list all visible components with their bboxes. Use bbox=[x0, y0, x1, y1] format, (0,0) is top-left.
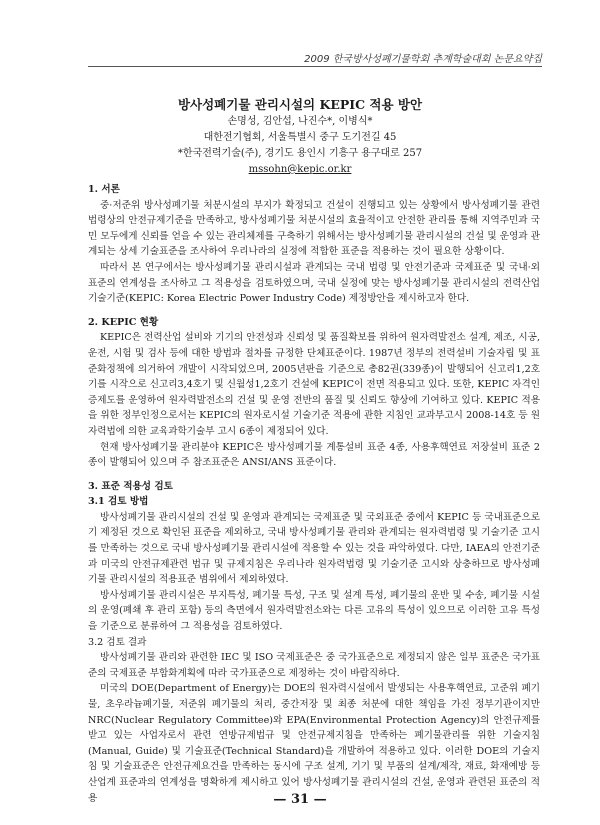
affiliation-1: 대한전기협회, 서울특별시 중구 도기전길 45 bbox=[203, 132, 397, 143]
affiliation-2: *한국전력기술(주), 경기도 용인시 기흥구 용구대로 257 bbox=[177, 148, 423, 159]
email-link[interactable]: mssohn@kepic.or.kr bbox=[248, 164, 352, 175]
paragraph: 중·저준위 방사성폐기물 처분시설의 부지가 확정되고 건설이 진행되고 있는 상황에서 방사성폐기물 관련 법령상의 안전규제기준을 만족하고, 방사성폐기물 처분시설의 효율적이고 안전한 관리를 통해 지역주민과 국민 모두에게 신뢰를 얻을 수 있는 관리체제를 구축하기 위해서는 방사성폐기물 관리시설의 건설 및 운영과 관계되는 상세 기술표준을 조사하여 우리나라의 실정에 적합한 표준을 적용하는 것이 필요한 상황이다. bbox=[88, 199, 540, 258]
paragraph: 현재 방사성폐기물 관리분야 KEPIC은 방사성폐기물 계통설비 표준 4종, 사용후핵연료 저장설비 표준 2종이 발행되어 있으며 주 참조표준은 ANSI/ANS 표준이다. bbox=[88, 441, 540, 469]
page-number: — 31 — bbox=[273, 792, 327, 807]
section-heading: 1. 서론 bbox=[88, 184, 120, 195]
section-heading: 2. KEPIC 현황 bbox=[88, 316, 159, 328]
paragraph: 따라서 본 연구에서는 방사성폐기물 관리시설과 관계되는 국내 법령 및 안전기준과 국제표준 및 국내·외 표준의 연계성을 조사하고 그 적용성을 검토하였으며, 국내 실정에 맞는 방사성폐기물 관리시설의 전력산업기술기준(KEPIC: Korea Electric Power Industry Code) 제정방안을 제시하고자 한다. bbox=[88, 261, 540, 305]
authors: 손명성, 김안섭, 나진수*, 이병식* bbox=[227, 116, 373, 127]
section-heading: 3. 표준 적용성 검토 bbox=[88, 480, 173, 492]
running-head: 2009 한국방사성폐기물학회 추계학술대회 논문요약집 bbox=[304, 54, 542, 65]
subsection-heading: 3.1 검토 방법 bbox=[88, 496, 149, 508]
paragraph: 방사성폐기물 관리와 관련한 IEC 및 ISO 국제표준은 중 국가표준으로 제정되지 않은 일부 표준은 국가표준의 국제표준 부합화계획에 따라 국가표준으로 제정하는 것이 바람직하다. bbox=[88, 652, 540, 679]
paragraph: KEPIC은 전력산업 설비와 기기의 안전성과 신뢰성 및 품질확보를 위하여 원자력발전소 설계, 제조, 시공, 운전, 시험 및 검사 등에 대한 방법과 절차를 규정한 단체표준이다. 1987년 정부의 전력설비 기술자립 및 표준화정책에 의거하여 개발이 시작되었으며, 2005년판을 기준으로 총82권(339종)이 발행되어 신고리1,2호기를 시작으로 신고리3,4호기 및 신월성1,2호기 건설에 KEPIC이 전면 적용되고 있다. 또한, KEPIC 자격인증제도를 운영하여 원자력발전소의 건설 및 운영 전반의 품질 및 신뢰도 향상에 기여하고 있다. KEPIC 적용을 위한 정부인정으로서는 KEPIC의 원자로시설 기술기준 적용에 관한 지침인 교과부고시 2008-14호 등 원자력법에 의한 교육과학기술부 고시 6종이 제정되어 있다. bbox=[88, 332, 540, 437]
paper-title: 방사성폐기물 관리시설의 KEPIC 적용 방안 bbox=[177, 97, 423, 112]
author-block bbox=[0, 114, 600, 178]
paper-body bbox=[88, 182, 540, 806]
paragraph: 방사성폐기물 관리시설은 부지특성, 폐기물 특성, 구조 및 설계 특성, 폐기물의 운반 및 수송, 폐기물 시설의 운영(폐쇄 후 관리 포함) 등의 측면에서 원자력발전소와는 다른 고유의 특성이 있으므로 이러한 고유 특성을 기준으로 분류하여 그 적용성을 검토하였다. bbox=[88, 589, 540, 633]
paragraph: 미국의 DOE(Department of Energy)는 DOE의 원자력시설에서 발생되는 사용후핵연료, 고준위 폐기물, 초우라늄폐기물, 저준위 폐기물의 처리, 중간저장 및 최종 처분에 대한 책임을 가진 정부기관이지만 NRC(Nuclear Regulatory Committee)와 EPA(Environmental Protection Agency)의 안전규제를 받고 있는 사업자로서 관련 연방규제법규 및 안전규제지침을 만족하는 폐기물관리를 위한 기술지침(Manual, Guide) 및 기술표준(Technical Standard)을 개발하여 적용하고 있다. 이러한 DOE의 기술지침 및 기술표준은 안전규제요건을 만족하는 동시에 구조 설계, 기기 및 부품의 설계/제작, 재료, 화재예방 등 산업계 표준과의 연계성을 명확하게 제시하고 있어 방사성폐기물 관리시설의 건설, 운영과 관련된 표준의 적용 bbox=[88, 683, 540, 804]
paragraph: 방사성폐기물 관리시설의 건설 및 운영과 관계되는 국제표준 및 국외표준 중에서 KEPIC 등 국내표준으로 기 제정된 것으로 확인된 표준을 제외하고, 국내 방사성폐기물 관리와 관계되는 원자력법령 및 기술기준 고시를 만족하는 것으로 국내 방사성폐기물 관리시설에 적용할 수 있는 것을 파악하였다. 다만, IAEA의 안전기준과 미국의 안전규제관련 법규 및 규제지침은 우리나라 원자력법령 및 기술기준 고시와 상충하므로 방사성폐기물 관리시설의 적용표준 범위에서 제외하였다. bbox=[88, 511, 540, 586]
header-rule bbox=[88, 66, 542, 67]
subsection-heading: 3.2 검토 결과 bbox=[88, 636, 147, 648]
